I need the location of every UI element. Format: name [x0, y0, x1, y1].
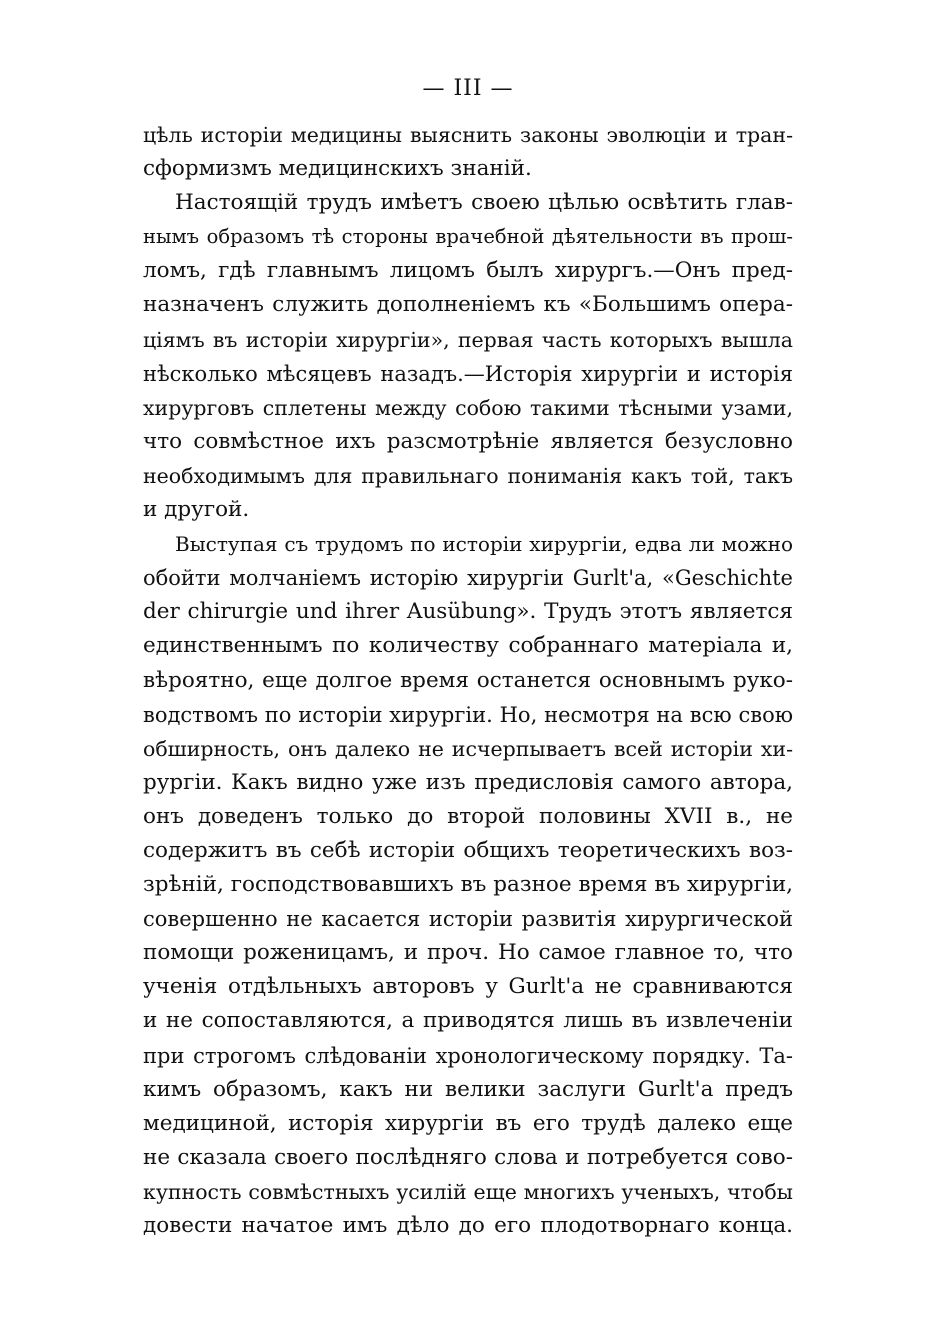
text-line: содержитъ въ себѣ исторіи общихъ теоретическихъ воз-: [143, 837, 793, 863]
page-number: — III —: [422, 76, 514, 101]
text-line: зрѣній, господствовавшихъ въ разное время въ хирургіи,: [143, 872, 793, 898]
text-line: онъ доведенъ только до второй половины XVII в., не: [143, 803, 793, 829]
text-line: медициной, исторія хирургіи въ его трудѣ далеко еще: [143, 1110, 793, 1136]
text-line: вѣроятно, еще долгое время останется основнымъ руко-: [143, 667, 793, 693]
text-line: при строгомъ слѣдованіи хронологическому порядку. Та-: [143, 1043, 793, 1068]
text-line: сформизмъ медицинскихъ знаній.: [143, 156, 532, 182]
text-line: единственнымъ по количеству собраннаго матеріала и,: [143, 633, 793, 659]
text-line: der chirurgie und ihrer Ausübung». Трудъ этотъ является: [143, 599, 793, 625]
text-line: обширность, онъ далеко не исчерпываетъ всей исторіи хи-: [143, 736, 793, 761]
text-line: ломъ, гдѣ главнымъ лицомъ былъ хирургъ.—Онъ пред-: [143, 258, 793, 284]
text-line: ученія отдѣльныхъ авторовъ у Gurlt'a не сравниваются: [143, 974, 793, 1000]
text-line: хирурговъ сплетены между собою такими тѣсными узами,: [143, 395, 793, 420]
text-line: кимъ образомъ, какъ ни велики заслуги Gurlt'a предъ: [143, 1076, 793, 1102]
text-line: Настоящій трудъ имѣетъ своею цѣлью освѣтить глав-: [175, 190, 793, 216]
text-line: купность совмѣстныхъ усилій еще многихъ ученыхъ, чтобы: [143, 1179, 793, 1204]
text-line: нѣсколько мѣсяцевъ назадъ.—Исторія хирургіи и исторія: [143, 361, 793, 386]
text-line: что совмѣстное ихъ разсмотрѣніе является безусловно: [143, 428, 793, 454]
text-line: помощи роженицамъ, и проч. Но самое главное то, что: [143, 940, 793, 966]
text-line: нымъ образомъ тѣ стороны врачебной дѣятельности въ прош-: [143, 225, 793, 249]
text-line: и другой.: [143, 497, 250, 523]
text-line: обойти молчаніемъ исторію хирургіи Gurlt'a, «Geschichte: [143, 566, 793, 591]
text-line: необходимымъ для правильнаго пониманія какъ той, такъ: [143, 463, 793, 488]
text-body: [143, 118, 793, 1243]
text-line: и не сопоставляются, а приводятся лишь въ извлеченіи: [143, 1008, 793, 1034]
text-line: назначенъ служить дополненіемъ къ «Большимъ опера-: [143, 292, 793, 318]
text-line: рургіи. Какъ видно уже изъ предисловія самого автора,: [143, 769, 793, 795]
text-line: ціямъ въ исторіи хирургіи», первая часть которыхъ вышла: [143, 327, 793, 352]
text-line: цѣль исторіи медицины выяснить законы эволюціи и тран-: [143, 123, 793, 147]
text-line: совершенно не касается исторіи развитія хирургической: [143, 907, 793, 932]
text-line: не сказала своего послѣдняго слова и потребуется сово-: [143, 1144, 793, 1170]
text-line: водствомъ по исторіи хирургіи. Но, несмотря на всю свою: [143, 702, 793, 727]
text-line: довести начатое имъ дѣло до его плодотворнаго конца.: [143, 1213, 793, 1238]
text-line: Выступая съ трудомъ по исторіи хирургіи, едва ли можно: [175, 532, 793, 557]
